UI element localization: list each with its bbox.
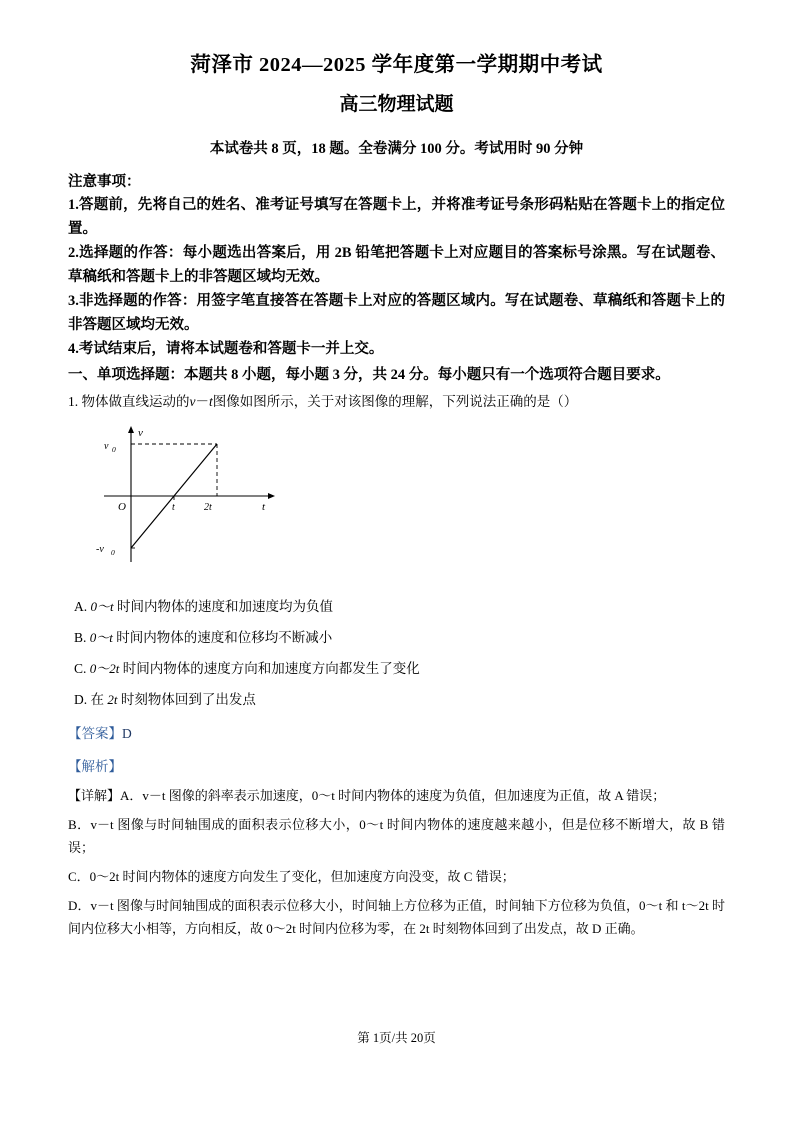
stem-var-t: t [209, 394, 213, 410]
option-range: 2t [107, 691, 118, 707]
option-label: B. [74, 630, 87, 646]
option-d [74, 690, 725, 711]
notice-item: 1.答题前，先将自己的姓名、准考证号填写在答题卡上，并将准考证号条形码粘贴在答题卡上的指定位置。 [68, 197, 725, 237]
page-title: 菏泽市 2024—2025 学年度第一学期期中考试 [190, 54, 603, 76]
option-label: C. [74, 660, 87, 676]
answer-line [68, 723, 725, 745]
option-text: 时间内物体的速度方向和加速度方向都发生了变化 [119, 660, 420, 676]
question-stem-part-a: 物体做直线运动的 [81, 394, 190, 410]
question-stem-part-b: 图像如图所示，关于对该图像的理解，下列说法正确的是（ [212, 394, 564, 410]
option-range: 0～2t [89, 660, 120, 676]
analysis-tag: 【解析】 [68, 759, 122, 775]
svg-text:v: v [104, 441, 109, 453]
answer-tag: 【答案】 [68, 725, 122, 741]
exam-info: 本试卷共 8 页，18 题。全卷满分 100 分。考试用时 90 分钟 [209, 141, 584, 158]
explanation-paragraph: C．0～2t 时间内物体的速度方向发生了变化，但加速度方向没变，故 C 错误； [68, 869, 515, 885]
notice-item: 3.非选择题的作答：用签字笔直接答在答题卡上对应的答题区域内。写在试题卷、草稿纸和答题卡上的非答题区域均无效。 [68, 293, 725, 333]
option-c [74, 659, 725, 680]
figure-vt-graph [68, 422, 725, 587]
option-label: A. [74, 599, 88, 615]
vt-graph-svg [86, 422, 296, 582]
option-text: 时间内物体的速度和位移均不断减小 [112, 630, 333, 646]
question-stem-part-c: ） [563, 394, 578, 410]
page-subject-title: 高三物理试题 [339, 93, 454, 115]
answer-value: D [122, 725, 132, 741]
detail-tag: 【详解】 [68, 788, 121, 804]
section-heading: 一、单项选择题：本题共 8 小题，每小题 3 分，共 24 分。每小题只有一个选项符合题目要求。 [68, 366, 670, 383]
option-label: D. [74, 691, 88, 707]
option-text: 时刻物体回到了出发点 [117, 691, 256, 707]
notice-item: 4.考试结束后，请将本试题卷和答题卡一并上交。 [68, 341, 384, 358]
svg-text:v: v [138, 427, 143, 440]
option-text: 时间内物体的速度和加速度均为负值 [113, 599, 333, 615]
svg-text:O: O [118, 501, 126, 514]
explanation-paragraph: D．v－t 图像与时间轴围成的面积表示位移大小，时间轴上方位移为正值，时间轴下方位移为负值，0～t 和 t～2t 时间内位移大小相等，方向相反，故 0～2t 时间内位移为零，在 2t 时刻物体回到了出发点，故 D 正确。 [68, 898, 725, 936]
explanation-text: A．v－t 图像的斜率表示加速度，0～t 时间内物体的速度为负值，但加速度为正值，故 A 错误； [120, 788, 666, 804]
stem-var-v: v [189, 394, 196, 410]
svg-text:0: 0 [112, 445, 116, 455]
option-range: 0～t [89, 630, 113, 646]
explanation-paragraph [68, 785, 725, 807]
analysis-line [68, 756, 725, 778]
notice-heading: 注意事项： [68, 174, 141, 191]
question-number: 1. [68, 394, 79, 410]
explanation-paragraph: B．v－t 图像与时间轴围成的面积表示位移大小，0～t 时间内物体的速度越来越小，但是位移不断增大，故 B 错误； [68, 817, 725, 855]
page-footer: 第 1页/共 20页 [357, 1031, 436, 1045]
option-a [74, 597, 725, 618]
option-prefix: 在 [90, 691, 108, 707]
question-stem [68, 391, 725, 414]
svg-text:-v: -v [96, 544, 104, 556]
svg-text:t: t [262, 501, 266, 514]
option-range: 0～t [90, 599, 114, 615]
svg-text:2t: 2t [204, 502, 212, 514]
notice-item: 2.选择题的作答：每小题选出答案后，用 2B 铅笔把答题卡上对应题目的答案标号涂黑。写在试题卷、草稿纸和答题卡上的非答题区域均无效。 [68, 245, 725, 285]
option-b [74, 628, 725, 649]
stem-dash: － [195, 394, 209, 410]
svg-text:0: 0 [111, 548, 115, 558]
svg-text:t: t [172, 502, 175, 514]
